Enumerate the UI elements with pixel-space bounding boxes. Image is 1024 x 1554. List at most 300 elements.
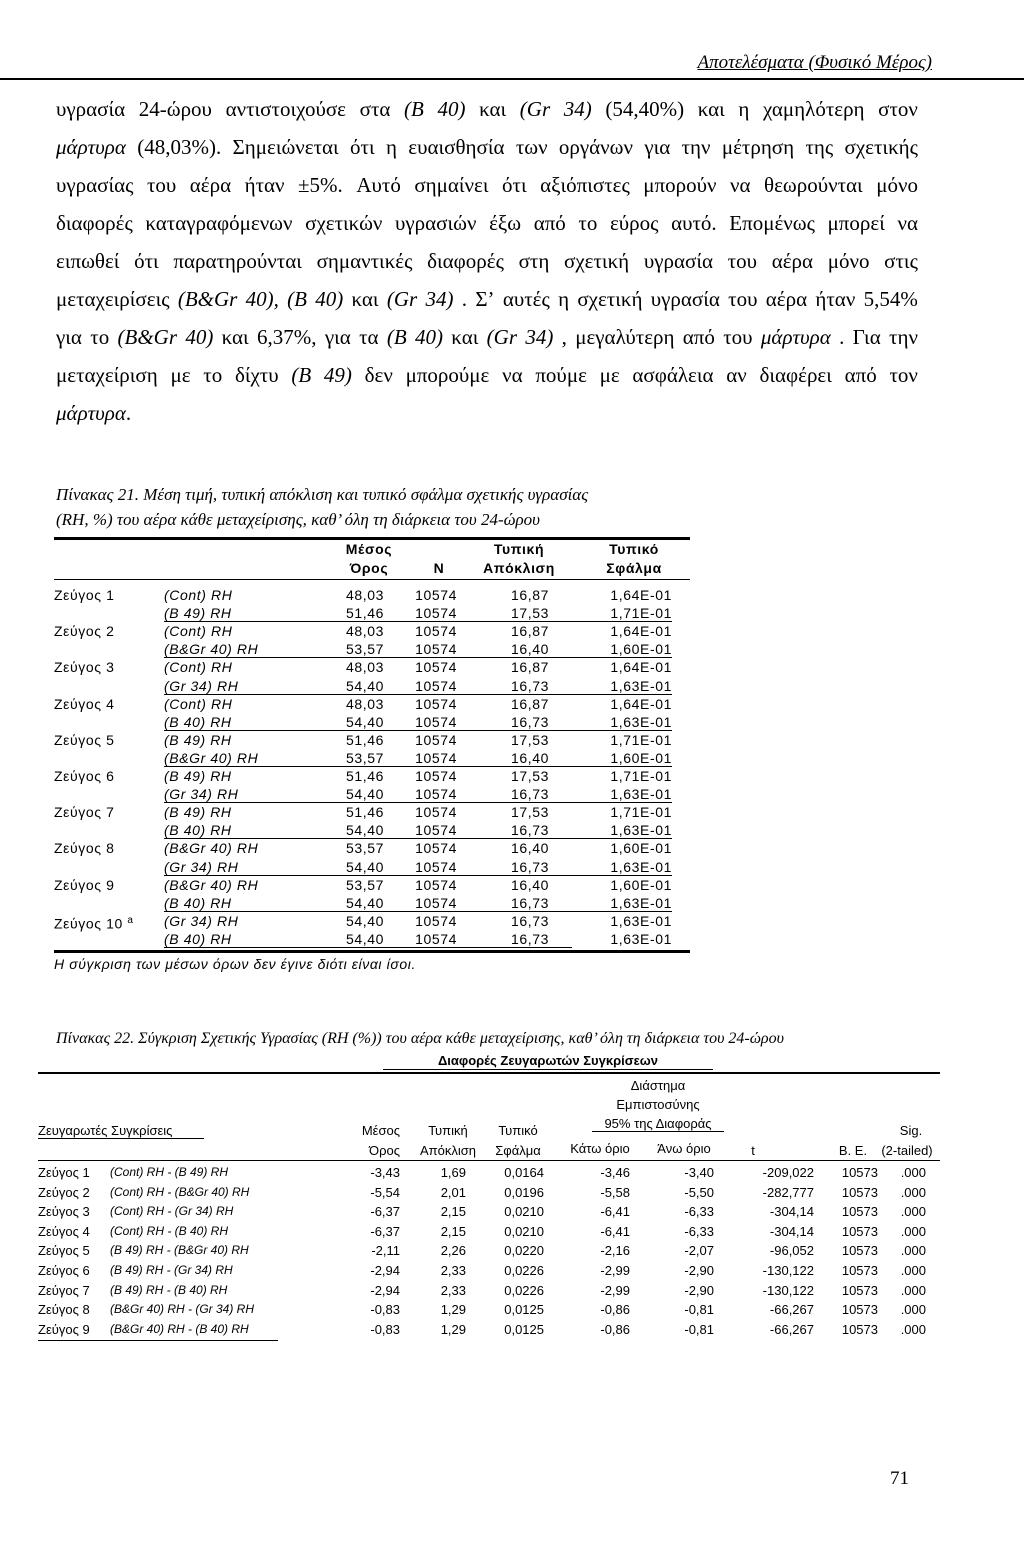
table21-n: 10574 — [415, 641, 457, 658]
paragraph-word: (B&Gr — [117, 325, 178, 349]
table21-variable: (B 40) RH — [164, 713, 232, 730]
paragraph-word: σχετική — [577, 287, 643, 311]
table21-caption — [56, 482, 956, 532]
table22-pair-label: Ζεύγος 1 — [38, 1165, 90, 1180]
table22-se: 0,0210 — [504, 1223, 544, 1239]
table22-comparison: (Cont) RH - (Gr 34) RH — [110, 1204, 234, 1219]
paragraph-word: θεωρούνται — [764, 173, 863, 197]
paragraph-word: 34) — [525, 325, 554, 349]
table21-se: 1,64E-01 — [610, 659, 672, 676]
table22-df: 10573 — [841, 1204, 878, 1220]
table21-n: 10574 — [415, 876, 457, 893]
paragraph-word: έξω — [489, 211, 522, 235]
paragraph-word: 6,37%, — [257, 325, 317, 349]
table22-pair-label: Ζεύγος 5 — [38, 1243, 90, 1259]
table21-mean: 54,40 — [345, 786, 384, 803]
table21-n: 10574 — [415, 768, 457, 784]
table22-mean: -2,11 — [371, 1243, 400, 1259]
table22-upper: -6,33 — [684, 1204, 714, 1220]
paragraph-word: 24-ώρου — [138, 97, 212, 121]
paragraph-word: της — [805, 135, 834, 159]
table22-sig: .000 — [900, 1165, 926, 1180]
paragraph-word: ότι — [502, 173, 527, 197]
table22-df: 10573 — [841, 1321, 878, 1337]
paragraph-word: Για — [852, 325, 881, 349]
paragraph-word: 34) — [425, 287, 454, 311]
table22-lower: -2,99 — [600, 1282, 630, 1298]
table22-mean: -5,54 — [370, 1184, 400, 1200]
table21-sd: 16,73 — [510, 822, 549, 839]
table22-upper: -0,81 — [684, 1321, 714, 1337]
table21-pair-label: Ζεύγος 4 — [54, 695, 115, 712]
table22-lower: -3,46 — [600, 1165, 630, 1180]
table22-lower: -0,86 — [600, 1302, 630, 1318]
paragraph-line — [56, 318, 918, 356]
table22-sig: .000 — [900, 1282, 926, 1298]
table21-n: 10574 — [415, 858, 457, 875]
table22-t: -282,777 — [762, 1184, 814, 1200]
table21-se: 1,71E-01 — [610, 804, 672, 821]
table22-header-df: Β. Ε. — [838, 1143, 868, 1158]
table21-se: 1,63E-01 — [610, 677, 672, 694]
table21-n: 10574 — [415, 804, 457, 821]
table21-mean: 53,57 — [345, 749, 384, 766]
paragraph-word: (B — [287, 287, 307, 311]
paragraph-word: Αυτό — [356, 173, 401, 197]
table22-pair-label: Ζεύγος 4 — [38, 1223, 90, 1239]
table21-mean: 54,40 — [345, 822, 384, 839]
paragraph-word: ότι — [350, 135, 375, 159]
table21-sd: 17,53 — [510, 804, 549, 821]
paragraph-word: (Gr — [519, 97, 551, 121]
paragraph-word: αν — [726, 363, 747, 387]
table22-t: -304,14 — [769, 1204, 814, 1220]
paragraph-word: (B&Gr — [177, 287, 238, 311]
table21-pair-label: Ζεύγος 3 — [54, 659, 115, 676]
table22-header-se-2: Σφάλμα — [495, 1143, 541, 1158]
table22-df: 10573 — [841, 1282, 878, 1298]
paragraph-word: διαφορές — [56, 211, 133, 235]
table21-sd: 16,73 — [510, 786, 549, 803]
table22-header-ci-1: Διάστημα — [630, 1078, 686, 1093]
table21-sd: 16,40 — [510, 840, 549, 857]
paragraph-word: (B — [386, 325, 407, 349]
paragraph-word: στις — [884, 249, 918, 273]
table21-footnote: Η σύγκριση των μέσων όρων δεν έγινε διότι είναι ίσοι. — [54, 956, 416, 972]
table21-variable: (B 40) RH — [164, 930, 232, 947]
paragraph-word: με — [170, 363, 191, 387]
table21-mean: 48,03 — [345, 659, 384, 676]
table21-sd: 16,87 — [510, 659, 549, 676]
paragraph-word: από — [844, 363, 877, 387]
table22-pair-label: Ζεύγος 6 — [38, 1263, 90, 1278]
table22-sig: .000 — [900, 1184, 926, 1200]
table21-se: 1,71E-01 — [610, 731, 672, 748]
table21-se: 1,60E-01 — [610, 876, 672, 893]
table21-n: 10574 — [415, 749, 457, 766]
table21-sd: 16,73 — [510, 912, 549, 929]
paragraph-word: παρατηρούνται — [173, 249, 302, 273]
paragraph-word: 40), — [245, 287, 279, 311]
paragraph-word: ±5%. — [298, 173, 343, 197]
table21-variable: (Cont) RH — [164, 659, 233, 676]
table22-lower: -2,16 — [600, 1243, 630, 1259]
paragraph-word: 40) — [315, 287, 344, 311]
table22-mean: -3,43 — [370, 1165, 400, 1180]
paragraph-word: υγρασίας — [56, 173, 134, 197]
table22-header-ci-3: 95% της Διαφοράς — [604, 1116, 712, 1131]
table21-mean: 53,57 — [345, 876, 384, 893]
table22-se: 0,0164 — [504, 1165, 544, 1180]
table21-se: 1,63E-01 — [610, 713, 672, 730]
paragraph-word: σχετική — [564, 249, 630, 273]
paragraph-word: σημαίνει — [414, 173, 489, 197]
table22-sd: 2,15 — [440, 1204, 466, 1220]
table21-se: 1,63E-01 — [610, 894, 672, 911]
table21-mean: 51,46 — [345, 804, 384, 821]
paragraph-word: (54,40%) — [605, 97, 685, 121]
table22-header-mean-2: Όρος — [369, 1143, 400, 1158]
paragraph-word: του — [728, 287, 758, 311]
table22-se: 0,0220 — [504, 1243, 544, 1259]
paragraph-word: στη — [518, 249, 550, 273]
table22-se: 0,0125 — [504, 1302, 544, 1318]
table22-se: 0,0125 — [504, 1321, 544, 1337]
table22-lower: -6,41 — [600, 1223, 630, 1239]
table21-se: 1,60E-01 — [610, 840, 672, 857]
table22-df: 10573 — [841, 1165, 878, 1180]
table22-df: 10573 — [841, 1263, 878, 1278]
paragraph-word: σχετικής — [844, 135, 918, 159]
paragraph-line — [56, 204, 918, 242]
table21-pair-text: Ζεύγος 10 — [54, 915, 123, 932]
table21-pair-label: Ζεύγος 6 — [54, 768, 115, 784]
paragraph-word: υγρασιών — [395, 211, 477, 235]
paragraph-word: διαφέρει — [759, 363, 832, 387]
table21-caption-label: Πίνακας 21. — [56, 485, 139, 504]
paragraph-word: 49) — [323, 363, 352, 387]
table22-sd: 2,26 — [440, 1243, 466, 1259]
table22-t: -66,267 — [769, 1302, 814, 1318]
table21-variable: (B&Gr 40) RH — [164, 749, 259, 766]
paragraph-word: . — [461, 287, 468, 311]
table21-se: 1,63E-01 — [610, 930, 672, 947]
paragraph-word: μπορεί — [827, 211, 885, 235]
paragraph-word: υγρασία — [650, 287, 720, 311]
table21-pair-label: Ζεύγος 1 — [54, 587, 115, 603]
table22-lower: -2,99 — [600, 1263, 630, 1278]
paragraph-word: 40) — [437, 97, 466, 121]
table22-lower: -0,86 — [600, 1321, 630, 1337]
table22-mean: -0,83 — [370, 1321, 400, 1337]
table21-sd: 16,40 — [510, 876, 549, 893]
table22-mean: -2,94 — [370, 1282, 400, 1298]
table21-mean: 48,03 — [345, 695, 384, 712]
paragraph-word: (48,03%). — [137, 135, 222, 159]
paragraph-word: από — [682, 325, 715, 349]
paragraph-word: για — [56, 325, 82, 349]
paragraph-word: . — [839, 325, 845, 349]
table21-header-n: N — [433, 560, 445, 576]
table21-variable: (Cont) RH — [164, 587, 233, 603]
table21-mean: 48,03 — [345, 623, 384, 640]
paragraph-word: (B — [291, 363, 312, 387]
table21-n: 10574 — [415, 605, 457, 622]
table21-variable: (Gr 34) RH — [164, 912, 239, 929]
paragraph-word: σχετικών — [305, 211, 383, 235]
table21-se: 1,63E-01 — [610, 822, 672, 839]
paragraph-word: υγρασία — [56, 97, 126, 121]
paragraph-word: στον — [878, 97, 918, 121]
paragraph-word: και — [697, 97, 725, 121]
paragraph-word: του — [727, 249, 758, 273]
paragraph-word: την — [889, 325, 918, 349]
paragraph-line — [56, 242, 918, 280]
paragraph-word: 40) — [185, 325, 214, 349]
table22-header-sig-2: (2-tailed) — [881, 1143, 933, 1158]
table22-upper: -2,07 — [684, 1243, 714, 1259]
table22-t: -304,14 — [769, 1223, 814, 1239]
paragraph-word: η — [738, 97, 750, 121]
table22-df: 10573 — [841, 1223, 878, 1239]
table22-se: 0,0226 — [504, 1263, 544, 1278]
paragraph-word: και — [351, 287, 379, 311]
table21-n: 10574 — [415, 695, 457, 712]
table21-mean: 51,46 — [345, 605, 384, 622]
table21-mean: 51,46 — [345, 768, 384, 784]
table22-upper: -6,33 — [684, 1223, 714, 1239]
paragraph-word: διαφορές — [427, 249, 504, 273]
table22-pair-label: Ζεύγος 2 — [38, 1184, 90, 1200]
table22-upper: -2,90 — [684, 1282, 714, 1298]
paragraph-word: αυτές — [502, 287, 550, 311]
paragraph-word: πούμε — [535, 363, 587, 387]
table21-header-se-1: Τυπικό — [609, 541, 659, 557]
paragraph-word: 40) — [414, 325, 443, 349]
paragraph-word: Επομένως — [729, 211, 815, 235]
table21-header-se-2: Σφάλμα — [606, 560, 662, 576]
table22-sd: 1,29 — [440, 1321, 466, 1337]
paragraph-line — [56, 394, 918, 432]
table22-pair-label: Ζεύγος 9 — [38, 1321, 90, 1337]
table22-t: -209,022 — [762, 1165, 814, 1180]
table22-pair-label: Ζεύγος 3 — [38, 1204, 90, 1220]
table21-footnote-marker: a — [127, 914, 134, 926]
table21-sd: 16,73 — [510, 713, 549, 730]
paragraph-word: ότι — [134, 249, 159, 273]
table22-header-lower: Κάτω όριο — [570, 1141, 630, 1156]
paragraph-line — [56, 90, 918, 128]
table22-caption-text: Σύγκριση Σχετικής Υγρασίας (RH (%)) του αέρα κάθε μεταχείρισης, καθ’ όλη τη διάρκεια του 24-ώρου — [134, 1030, 784, 1047]
table21-n: 10574 — [415, 894, 457, 911]
table21-variable: (B 49) RH — [164, 804, 232, 821]
table21-mean: 51,46 — [345, 731, 384, 748]
table21-n: 10574 — [415, 587, 457, 603]
page-number: 71 — [890, 1468, 909, 1489]
table21-se: 1,71E-01 — [610, 768, 672, 784]
paragraph-word: τα — [359, 325, 379, 349]
table22-comparison: (B&Gr 40) RH - (B 40) RH — [110, 1321, 249, 1336]
table22-pair-label: Ζεύγος 8 — [38, 1302, 90, 1318]
table21-pair-label: Ζεύγος 7 — [54, 804, 115, 821]
table21-n: 10574 — [415, 731, 457, 748]
paragraph-word: στα — [359, 97, 391, 121]
table22-upper: -0,81 — [684, 1302, 714, 1318]
paragraph-word: την — [681, 135, 711, 159]
body-paragraph — [56, 90, 918, 432]
table21-caption-line1: Μέση τιμή, τυπική απόκλιση και τυπικό σφάλμα σχετικής υγρασίας — [138, 485, 589, 504]
table21-pair-label: Ζεύγος 9 — [54, 876, 115, 893]
table21-se: 1,71E-01 — [610, 605, 672, 622]
table22-upper: -5,50 — [684, 1184, 714, 1200]
table22-sd: 2,15 — [440, 1223, 466, 1239]
table21-variable: (B 49) RH — [164, 731, 232, 748]
paragraph-word: αέρα — [771, 249, 814, 273]
running-header-title: Αποτελέσματα (Φυσικό Μέρος) — [697, 52, 932, 73]
table21-sd: 17,53 — [510, 605, 549, 622]
paragraph-word: η — [558, 287, 570, 311]
table21-sd: 16,87 — [510, 623, 549, 640]
paragraph-word: εύρος — [609, 211, 659, 235]
paragraph-word: αέρα — [189, 173, 232, 197]
table22-last-row-underline — [38, 1340, 278, 1341]
table22-mean: -2,94 — [370, 1263, 400, 1278]
table21-n: 10574 — [415, 623, 457, 640]
paragraph-word: του — [723, 325, 753, 349]
table22-caption-label: Πίνακας 22. — [56, 1030, 135, 1047]
table22-comparison: (B 49) RH - (Gr 34) RH — [110, 1263, 233, 1277]
table22-mean: -0,83 — [370, 1302, 400, 1318]
table21-n: 10574 — [415, 677, 457, 694]
table22-mean: -6,37 — [370, 1204, 400, 1220]
paragraph-word: ήταν — [244, 173, 285, 197]
paragraph-word: του — [146, 173, 177, 197]
table21-se: 1,60E-01 — [610, 749, 672, 766]
table22-header-sig-1: Sig. — [899, 1123, 923, 1138]
paragraph-word: (Gr — [386, 287, 418, 311]
paragraph-word: μάρτυρα — [56, 135, 126, 159]
table21-sd: 16,73 — [510, 858, 549, 875]
table21-pair-underline — [164, 947, 572, 948]
paragraph-word: μπορούν — [643, 173, 717, 197]
paragraph-word: αξιόπιστες — [540, 173, 630, 197]
table21-pair-label: Ζεύγος 5 — [54, 731, 115, 748]
table22-header-se-1: Τυπικό — [498, 1123, 538, 1138]
table21-sd: 16,73 — [510, 930, 549, 947]
paragraph-word: μέτρηση — [721, 135, 795, 159]
paragraph-word: μπορούμε — [405, 363, 490, 387]
table21-se: 1,60E-01 — [610, 641, 672, 658]
paragraph-word: οργάνων — [558, 135, 633, 159]
table21-header-mean-2: Όρος — [349, 560, 389, 576]
table21-variable: (B 40) RH — [164, 822, 232, 839]
paragraph-word: σημαντικές — [316, 249, 413, 273]
table21-n: 10574 — [415, 840, 457, 857]
table21-se: 1,63E-01 — [610, 786, 672, 803]
paragraph-word: το — [203, 363, 223, 387]
table21-sd: 16,40 — [510, 641, 549, 658]
paragraph-word: ειπωθεί — [56, 249, 120, 273]
table21-mean: 54,40 — [345, 912, 384, 929]
paragraph-word: με — [599, 363, 620, 387]
table21-caption-line2: (RH, %) του αέρα κάθε μεταχείρισης, καθ’ όλη τη διάρκεια του 24-ώρου — [56, 510, 540, 529]
table22-comparison: (Cont) RH - (B&Gr 40) RH — [110, 1184, 250, 1199]
paragraph-line — [56, 280, 918, 318]
table22-sd: 2,33 — [440, 1263, 466, 1278]
table22-comparison: (B 49) RH - (B 40) RH — [110, 1282, 228, 1297]
table21-variable: (Cont) RH — [164, 623, 233, 640]
running-header — [0, 48, 1024, 80]
table21-mean: 54,40 — [345, 930, 384, 947]
paragraph-word: μάρτυρα — [56, 401, 126, 425]
table21-sd: 16,73 — [510, 894, 549, 911]
table22-header-pairs: Ζευγαρωτές Συγκρίσεις — [38, 1123, 173, 1138]
paragraph-word: καταγραφόμενων — [145, 211, 293, 235]
table21-variable: (Gr 34) RH — [164, 677, 239, 694]
paragraph-word: , — [561, 325, 567, 349]
table22-header-rule — [38, 1160, 940, 1161]
paragraph-word: ασφάλεια — [632, 363, 714, 387]
table22-df: 10573 — [841, 1302, 878, 1318]
table22-header-sd-1: Τυπική — [428, 1123, 468, 1138]
table21-variable: (Cont) RH — [164, 695, 233, 712]
table22-comparison: (Cont) RH - (B 49) RH — [110, 1165, 229, 1179]
paragraph-word: η — [385, 135, 397, 159]
table21-mean: 53,57 — [345, 641, 384, 658]
table21-header-mean-1: Μέσος — [345, 541, 393, 557]
table21-mean: 54,40 — [345, 713, 384, 730]
paragraph-word: μάρτυρα — [760, 325, 831, 349]
paragraph-line — [56, 166, 918, 204]
table22-header-group: Διαφορές Ζευγαρωτών Συγκρίσεων — [437, 1053, 659, 1068]
table22-header-mean-1: Μέσος — [361, 1123, 400, 1138]
table22-upper: -3,40 — [684, 1165, 714, 1180]
paragraph-word: ευαισθησία — [408, 135, 505, 159]
paragraph-word: υγρασία — [643, 249, 713, 273]
paragraph-word: μόνο — [827, 249, 870, 273]
table21-sd: 16,73 — [510, 677, 549, 694]
table21-sd: 16,87 — [510, 587, 549, 603]
table21-n: 10574 — [415, 930, 457, 947]
table22-df: 10573 — [841, 1184, 878, 1200]
table22-sig: .000 — [900, 1321, 926, 1337]
table21-header-sd-1: Τυπική — [493, 541, 545, 557]
table21-n: 10574 — [415, 822, 457, 839]
table22-t: -96,052 — [769, 1243, 814, 1259]
table21-variable: (B 40) RH — [164, 894, 232, 911]
paragraph-word: 5,54% — [863, 287, 918, 311]
paragraph-word: για — [644, 135, 671, 159]
paragraph-word: και — [221, 325, 249, 349]
table21-variable: (B&Gr 40) RH — [164, 876, 259, 893]
table21-variable: (Gr 34) RH — [164, 858, 239, 875]
paragraph-word: το — [90, 325, 110, 349]
table21-variable: (B&Gr 40) RH — [164, 641, 259, 658]
paragraph-word: ήταν — [815, 287, 856, 311]
table22-t: -130,122 — [762, 1263, 814, 1278]
table22-lower: -5,58 — [600, 1184, 630, 1200]
table21-variable: (Gr 34) RH — [164, 786, 239, 803]
table21-mean: 54,40 — [345, 677, 384, 694]
paragraph-word: για — [324, 325, 351, 349]
paragraph-word: να — [502, 363, 523, 387]
paragraph-word: δίχτυ — [234, 363, 279, 387]
table22-t: -130,122 — [762, 1282, 814, 1298]
paragraph-word: των — [515, 135, 548, 159]
table21-bottom-rule — [54, 950, 690, 953]
table21-n: 10574 — [415, 659, 457, 676]
table22-se: 0,0196 — [504, 1184, 544, 1200]
